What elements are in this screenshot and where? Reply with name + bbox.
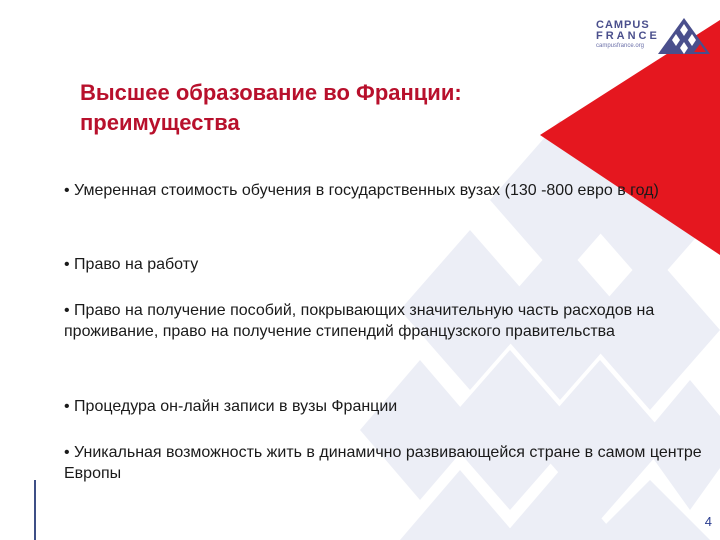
bullet-item: • Процедура он-лайн записи в вузы Франции bbox=[64, 398, 398, 415]
logo-line-france: FRANCE bbox=[596, 30, 660, 42]
left-rule bbox=[34, 480, 36, 540]
bullet-item: • Умеренная стоимость обучения в государственных вузах (130 -800 евро в год) bbox=[64, 182, 659, 199]
page-number: 4 bbox=[704, 514, 712, 529]
logo-url: campusfrance.org bbox=[596, 43, 645, 49]
logo-diamond-icon bbox=[656, 16, 712, 56]
title-line-2: преимущества bbox=[80, 110, 240, 135]
campus-france-logo bbox=[596, 12, 714, 70]
bullet-item: • Уникальная возможность жить в динамично развивающейся стране в самом центре Европы bbox=[64, 444, 702, 482]
title-line-1: Высшее образование во Франции: bbox=[80, 80, 462, 105]
bullet-item: • Право на получение пособий, покрывающих значительную часть расходов на проживание, право на получение стипендий французского правительства bbox=[64, 302, 655, 340]
bullet-item: • Право на работу bbox=[64, 256, 199, 273]
slide-title bbox=[80, 78, 600, 138]
logo-line-campus: CAMPUS bbox=[596, 19, 650, 31]
